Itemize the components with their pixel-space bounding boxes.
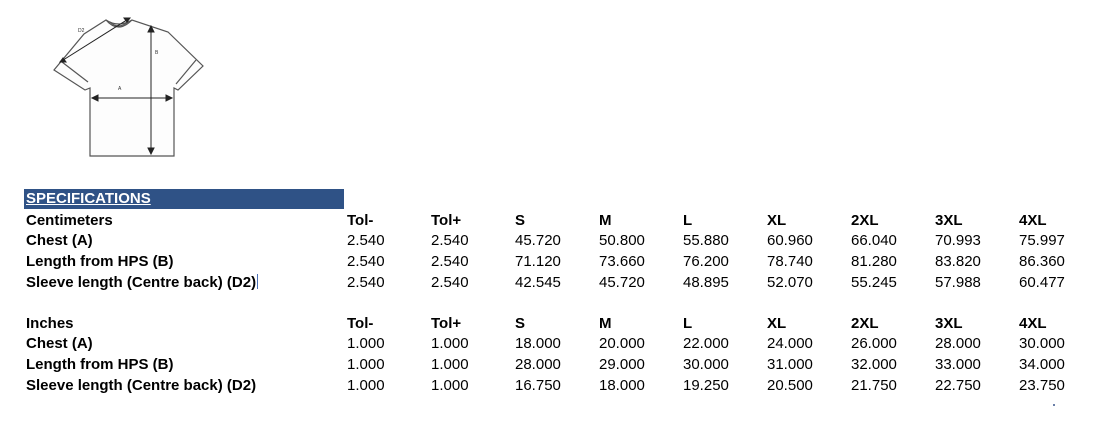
table-cell: 18.000 <box>599 377 645 394</box>
table-cell: 23.750 <box>1019 377 1065 394</box>
col-header: M <box>599 212 612 229</box>
col-header: Tol- <box>347 212 374 229</box>
table-cell: 33.000 <box>935 356 981 373</box>
table-cell: 22.000 <box>683 335 729 352</box>
inches-heading: Inches <box>26 315 74 332</box>
table-row <box>0 251 1120 272</box>
table-row <box>0 230 1120 251</box>
table-cell: 18.000 <box>515 335 561 352</box>
table-cell: 81.280 <box>851 253 897 270</box>
table-cell: 28.000 <box>935 335 981 352</box>
col-header: Tol- <box>347 315 374 332</box>
row-label: Length from HPS (B) <box>26 253 174 270</box>
table-cell: 29.000 <box>599 356 645 373</box>
col-header: 2XL <box>851 315 879 332</box>
col-header: Tol+ <box>431 212 462 229</box>
inches-header-row <box>0 313 1120 334</box>
table-cell: 2.540 <box>431 253 469 270</box>
table-cell: 42.545 <box>515 274 561 291</box>
row-label: Sleeve length (Centre back) (D2) <box>26 377 257 394</box>
table-cell: 75.997 <box>1019 232 1065 249</box>
col-header: L <box>683 315 693 332</box>
row-label: Chest (A) <box>26 232 93 249</box>
table-cell: 55.245 <box>851 274 897 291</box>
table-cell: 22.750 <box>935 377 981 394</box>
table-cell: 19.250 <box>683 377 729 394</box>
table-cell: 83.820 <box>935 253 981 270</box>
table-cell: 2.540 <box>431 232 469 249</box>
row-label: Length from HPS (B) <box>26 356 174 373</box>
table-cell: 2.540 <box>347 274 385 291</box>
specifications-title: SPECIFICATIONS <box>24 189 344 209</box>
col-header: XL <box>767 212 787 229</box>
centimeters-heading: Centimeters <box>26 212 113 229</box>
table-cell: 31.000 <box>767 356 813 373</box>
table-cell: 48.895 <box>683 274 729 291</box>
text-cursor-icon <box>257 274 258 289</box>
table-cell: 1.000 <box>431 377 469 394</box>
table-cell: 20.000 <box>599 335 645 352</box>
table-row <box>0 354 1120 375</box>
table-cell: 20.500 <box>767 377 813 394</box>
table-cell: 78.740 <box>767 253 813 270</box>
table-cell: 57.988 <box>935 274 981 291</box>
table-cell: 70.993 <box>935 232 981 249</box>
table-row <box>0 272 1120 293</box>
table-row <box>0 375 1120 396</box>
centimeters-header-row <box>0 210 1120 231</box>
table-cell: 26.000 <box>851 335 897 352</box>
table-cell: 1.000 <box>431 356 469 373</box>
table-cell: 24.000 <box>767 335 813 352</box>
col-header: XL <box>767 315 787 332</box>
table-cell: 73.660 <box>599 253 645 270</box>
d2-label: D2 <box>78 28 85 34</box>
col-header: S <box>515 212 526 229</box>
table-cell: 1.000 <box>347 356 385 373</box>
table-cell: 1.000 <box>347 335 385 352</box>
a-label: A <box>118 86 122 92</box>
table-cell: 30.000 <box>1019 335 1065 352</box>
col-header: M <box>599 315 612 332</box>
row-label: Chest (A) <box>26 335 93 352</box>
b-label: B <box>155 50 159 56</box>
table-cell: 55.880 <box>683 232 729 249</box>
table-cell: 2.540 <box>431 274 469 291</box>
row-label-text: Sleeve length (Centre back) (D2) <box>26 274 257 291</box>
row-label <box>26 272 258 293</box>
col-header: 3XL <box>935 212 963 229</box>
table-row <box>0 333 1120 354</box>
table-cell: 50.800 <box>599 232 645 249</box>
table-cell: 60.960 <box>767 232 813 249</box>
table-cell: 45.720 <box>599 274 645 291</box>
col-header: 2XL <box>851 212 879 229</box>
table-cell: 34.000 <box>1019 356 1065 373</box>
table-cell: 52.070 <box>767 274 813 291</box>
col-header: S <box>515 315 526 332</box>
table-cell: 28.000 <box>515 356 561 373</box>
table-cell: 1.000 <box>431 335 469 352</box>
col-header: 4XL <box>1019 315 1047 332</box>
table-cell: 76.200 <box>683 253 729 270</box>
col-header: 3XL <box>935 315 963 332</box>
table-cell: 45.720 <box>515 232 561 249</box>
col-header: Tol+ <box>431 315 462 332</box>
table-cell: 71.120 <box>515 253 561 270</box>
table-cell: 86.360 <box>1019 253 1065 270</box>
table-cell: 21.750 <box>851 377 897 394</box>
col-header: 4XL <box>1019 212 1047 229</box>
table-cell: 66.040 <box>851 232 897 249</box>
col-header: L <box>683 212 693 229</box>
stray-dot <box>1053 404 1055 406</box>
table-cell: 32.000 <box>851 356 897 373</box>
table-cell: 60.477 <box>1019 274 1065 291</box>
table-cell: 2.540 <box>347 232 385 249</box>
table-cell: 2.540 <box>347 253 385 270</box>
tshirt-diagram <box>48 8 218 168</box>
table-cell: 16.750 <box>515 377 561 394</box>
table-cell: 30.000 <box>683 356 729 373</box>
table-cell: 1.000 <box>347 377 385 394</box>
